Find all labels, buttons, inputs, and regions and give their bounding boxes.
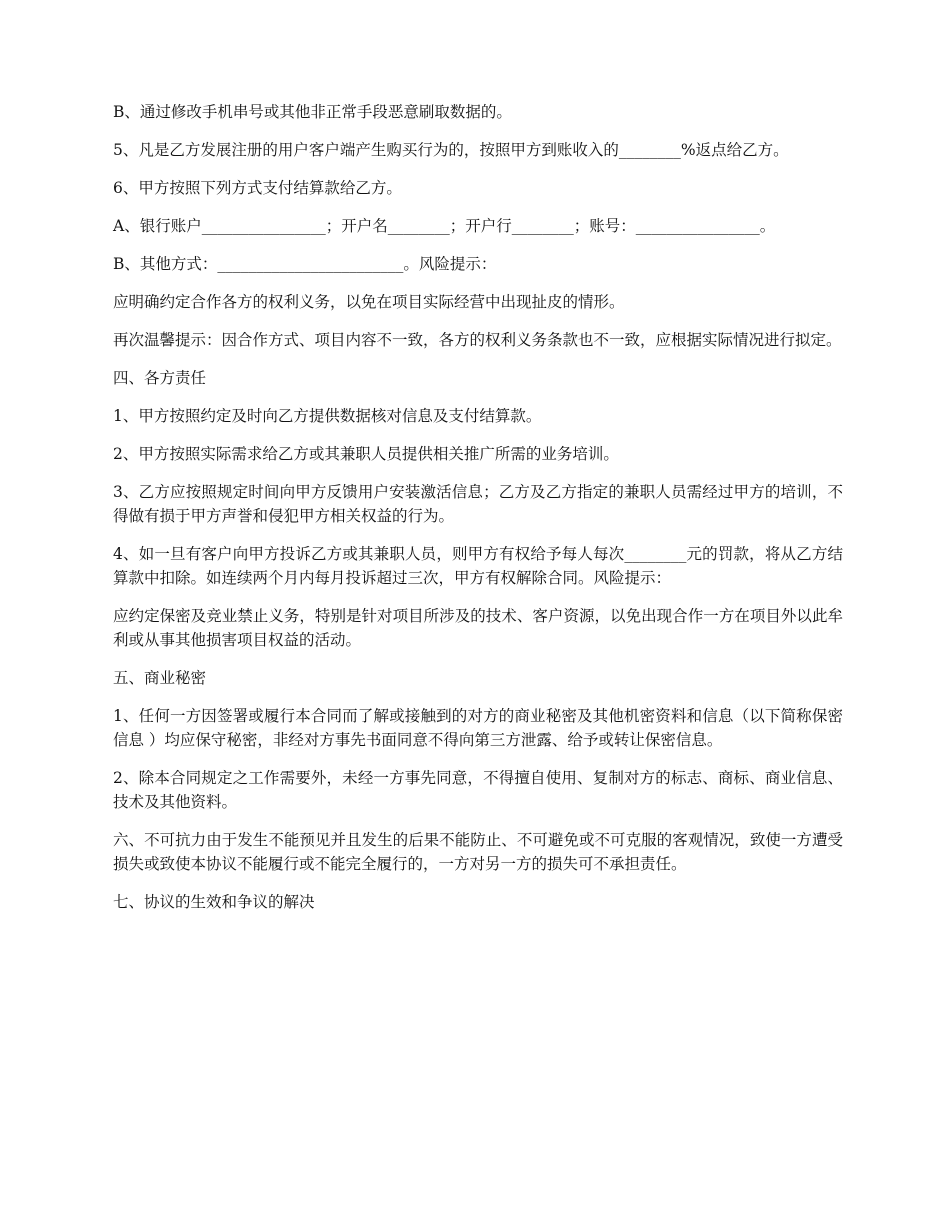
section-heading-trade-secrets: 五、商业秘密 bbox=[113, 669, 207, 687]
paragraph-clause-5-rebate: 5、凡是乙方发展注册的用户客户端产生购买行为的，按照甲方到账收入的________%返点给乙方。 bbox=[113, 141, 789, 159]
section-heading-responsibilities: 四、各方责任 bbox=[113, 369, 207, 387]
section-heading-effectiveness: 七、协议的生效和争议的解决 bbox=[113, 893, 315, 911]
paragraph-force-majeure: 六、不可抗力由于发生不能预见并且发生的后果不能防止、不可避免或不可克服的客观情况，致使一方遭受损失或致使本协议不能履行或不能完全履行的，一方对另一方的损失可不承担责任。 bbox=[113, 831, 843, 873]
paragraph-other-method: B、其他方式：________________________。风险提示： bbox=[113, 255, 497, 273]
paragraph-resp-1: 1、甲方按照约定及时向乙方提供数据核对信息及支付结算款。 bbox=[113, 407, 542, 425]
paragraph-clause-b-data-fraud: B、通过修改手机串号或其他非正常手段恶意刷取数据的。 bbox=[113, 103, 512, 121]
paragraph-secret-2: 2、除本合同规定之工作需要外，未经一方事先同意，不得擅自使用、复制对方的标志、商标、商业信息、技术及其他资料。 bbox=[113, 769, 843, 811]
document-page bbox=[113, 100, 843, 928]
paragraph-reminder: 再次温馨提示：因合作方式、项目内容不一致，各方的权利义务条款也不一致，应根据实际情况进行拟定。 bbox=[113, 331, 842, 349]
paragraph-bank-account: A、银行账户________________；开户名________；开户行________；账号：________________。 bbox=[113, 217, 776, 235]
paragraph-resp-3: 3、乙方应按照规定时间向甲方反馈用户安装激活信息；乙方及乙方指定的兼职人员需经过甲方的培训，不得做有损于甲方声誉和侵犯甲方相关权益的行为。 bbox=[113, 483, 843, 525]
paragraph-secret-1: 1、任何一方因签署或履行本合同而了解或接触到的对方的商业秘密及其他机密资料和信息（以下简称保密信息 ）均应保守秘密，非经对方事先书面同意不得向第三方泄露、给予或转让保密信息。 bbox=[113, 707, 843, 749]
paragraph-risk-note-2: 应约定保密及竞业禁止义务，特别是针对项目所涉及的技术、客户资源，以免出现合作一方在项目外以此牟利或从事其他损害项目权益的活动。 bbox=[113, 607, 843, 649]
paragraph-clause-6-payment: 6、甲方按照下列方式支付结算款给乙方。 bbox=[113, 179, 402, 197]
paragraph-risk-note-1: 应明确约定合作各方的权利义务，以免在项目实际经营中出现扯皮的情形。 bbox=[113, 293, 625, 311]
paragraph-resp-2: 2、甲方按照实际需求给乙方或其兼职人员提供相关推广所需的业务培训。 bbox=[113, 445, 619, 463]
paragraph-resp-4: 4、如一旦有客户向甲方投诉乙方或其兼职人员，则甲方有权给予每人每次________元的罚款，将从乙方结算款中扣除。如连续两个月内每月投诉超过三次，甲方有权解除合同。风险提示： bbox=[113, 545, 843, 587]
